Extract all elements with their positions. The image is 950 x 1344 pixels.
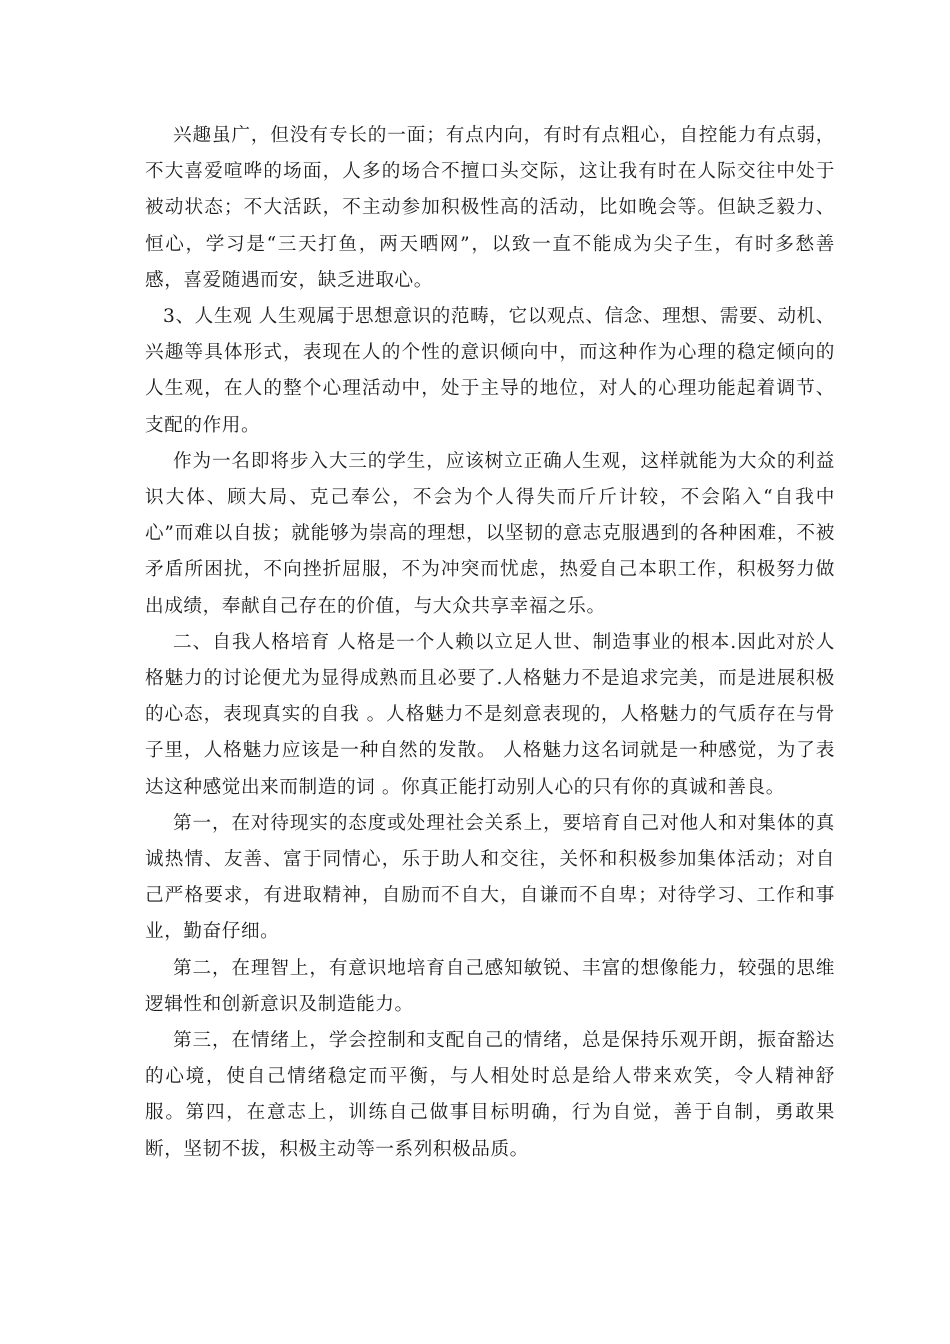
paragraph-third-fourth-points: 第三，在情绪上，学会控制和支配自己的情绪，总是保持乐观开朗，振奋豁达的心境，使自己情绪稳定而平衡，与人相处时总是给人带来欢笑，令人精神舒服。第四，在意志上，训练自己做事目标明确，行为自觉，善于自制，勇敢果断，坚韧不拔，积极主动等一系列积极品质。 bbox=[145, 1030, 835, 1160]
paragraph-personality-cultivation: 二、自我人格培育 人格是一个人赖以立足人世、制造事业的根本.因此对於人格魅力的讨论便尤为显得成熟而且必要了.人格魅力不是追求完美，而是进展积极的心态，表现真实的自我 。人格魅力不是刻意表现的，人格魅力的气质存在与骨子里，人格魅力应该是一种自然的发散。 人格魅力这名词就是一种感觉，为了表达这种感觉出来而制造的词 。你真正能打动别人心的只有你的真诚和善良。 bbox=[145, 631, 835, 798]
paragraph-outlook-on-life: 3、人生观 人生观属于思想意识的范畴，它以观点、信念、理想、需要、动机、兴趣等具体形式，表现在人的个性的意识倾向中，而这种作为心理的稳定倾向的人生观，在人的整个心理活动中，处于主导的地位，对人的心理功能起着调节、支配的作用。 bbox=[145, 306, 835, 436]
paragraph-first-point: 第一，在对待现实的态度或处理社会关系上，要培育自己对他人和对集体的真诚热情、友善、富于同情心，乐于助人和交往，关怀和积极参加集体活动；对自己严格要求，有进取精神，自励而不自大，自谦而不自卑；对待学习、工作和事业，勤奋仔细。 bbox=[145, 812, 835, 943]
paragraph-personality-weakness: 兴趣虽广，但没有专长的一面；有点内向，有时有点粗心，自控能力有点弱，不大喜爱喧哗的场面，人多的场合不擅口头交际，这让我有时在人际交往中处于被动状态；不大活跃，不主动参加积极性高的活动，比如晚会等。但缺乏毅力、恒心，学习是“三天打鱼，两天晒网”，以致一直不能成为尖子生，有时多愁善感，喜爱随遇而安，缺乏进取心。 bbox=[145, 125, 835, 291]
paragraph-second-point: 第二，在理智上，有意识地培育自己感知敏锐、丰富的想像能力，较强的思维逻辑性和创新意识及制造能力。 bbox=[145, 957, 835, 1015]
paragraph-correct-outlook: 作为一名即将步入大三的学生，应该树立正确人生观，这样就能为大众的利益识大体、顾大局、克己奉公，不会为个人得失而斤斤计较，不会陷入“自我中心”而难以自拔；就能够为崇高的理想，以坚韧的意志克服遇到的各种困难，不被矛盾所困扰，不向挫折屈服，不为冲突而忧虑，热爱自己本职工作，积极努力做出成绩，奉献自己存在的价值，与大众共享幸福之乐。 bbox=[145, 450, 835, 617]
document-body bbox=[145, 118, 835, 1168]
